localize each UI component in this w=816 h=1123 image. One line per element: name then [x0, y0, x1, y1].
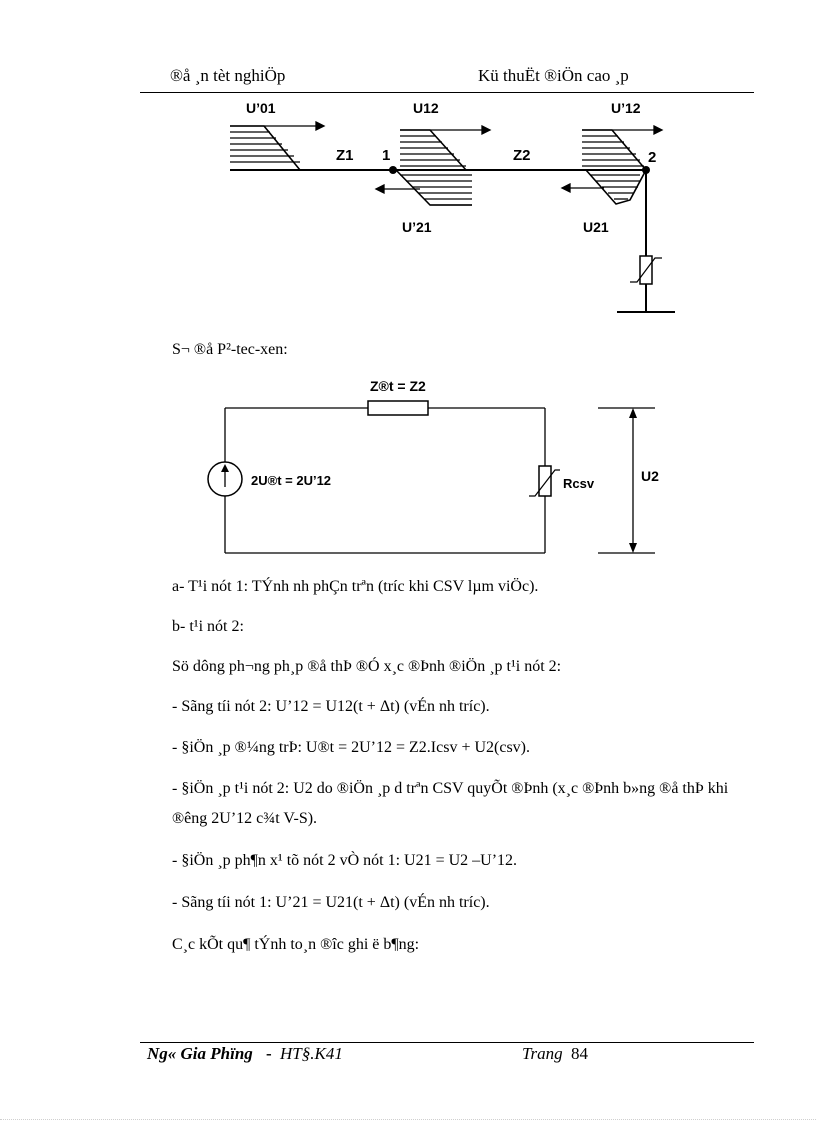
- text-case-b: b- t¹i nót 2:: [172, 618, 244, 635]
- label-z2: Z2: [513, 147, 531, 164]
- node-1-dot: [389, 166, 397, 174]
- page-bottom-edge: [0, 1119, 816, 1120]
- footer-page-label: Trang: [522, 1044, 563, 1063]
- wave-u21: [562, 170, 646, 204]
- header-left-title: ®å ¸n tèt nghiÖp: [170, 66, 286, 85]
- text-bullet-incident-wave-node1: - Sãng tíi nót 1: U’21 = U21(t + Δt) (vÉn nh tríc).: [172, 894, 490, 911]
- wave-u21p: [376, 170, 472, 205]
- footer-author: Ng« Gia Phïng: [147, 1044, 253, 1063]
- label-zeq: Z®t = Z2: [370, 378, 426, 394]
- text-bullet-reflected-voltage: - §iÖn ¸p ph¶n x¹ tõ nót 2 vÒ nót 1: U21 = U2 –U’12.: [172, 852, 518, 869]
- text-bullet-incident-wave-node2: - Sãng tíi nót 2: U’12 = U12(t + Δt) (vÉn nh tríc).: [172, 698, 490, 715]
- text-bullet-voltage-node2: - §iÖn ¸p t¹i nót 2: U2 do ®iÖn ¸p d trªn CSV quyÕt ®Þnh (x¸c ®Þnh b»ng ®å thÞ khi ®êng 2U’12 c¾t V-S).: [172, 780, 729, 827]
- label-u01: U’01: [246, 100, 276, 116]
- label-u21: U21: [583, 219, 609, 235]
- text-method: Sö dông ph¬ng ph¸p ®å thÞ ®Ó x¸c ®Þnh ®iÖn ¸p t¹i nót 2:: [172, 658, 562, 675]
- section-title-peterson: S¬ ®å P²-tec-xen:: [172, 341, 288, 358]
- resistor-rcsv: [539, 466, 551, 496]
- footer-class-code: HT§.K41: [280, 1044, 343, 1063]
- footer-separator: -: [266, 1044, 272, 1063]
- peterson-circuit-diagram: [0, 360, 816, 570]
- wave-u01: [230, 122, 324, 170]
- text-closing: C¸c kÕt qu¶ tÝnh to¸n ®îc ghi ë b¶ng:: [172, 936, 420, 953]
- wave-propagation-diagram: [0, 0, 816, 330]
- impedance-zeq: [368, 401, 428, 415]
- text-case-a: a- T¹i nót 1: TÝnh nh phÇn trªn (tríc khi CSV lµm viÖc).: [172, 578, 539, 595]
- wave-u12: [400, 126, 490, 170]
- label-node-2: 2: [648, 149, 657, 166]
- header-right-title: Kü thuËt ®iÖn cao ¸p: [478, 66, 629, 85]
- footer-page-number: 84: [571, 1044, 588, 1063]
- label-rcsv: Rcsv: [563, 476, 595, 491]
- label-z1: Z1: [336, 147, 354, 164]
- label-u2: U2: [641, 468, 659, 484]
- label-u12p: U’12: [611, 100, 641, 116]
- label-source: 2U®t = 2U’12: [251, 473, 332, 488]
- footer-rule: [140, 1042, 754, 1043]
- label-u12: U12: [413, 100, 439, 116]
- label-u21p: U’21: [402, 219, 432, 235]
- text-bullet-equivalent-voltage: - §iÖn ¸p ®¼ng trÞ: U®t = 2U’12 = Z2.Icsv + U2(csv).: [172, 739, 531, 756]
- label-node-1: 1: [382, 147, 391, 164]
